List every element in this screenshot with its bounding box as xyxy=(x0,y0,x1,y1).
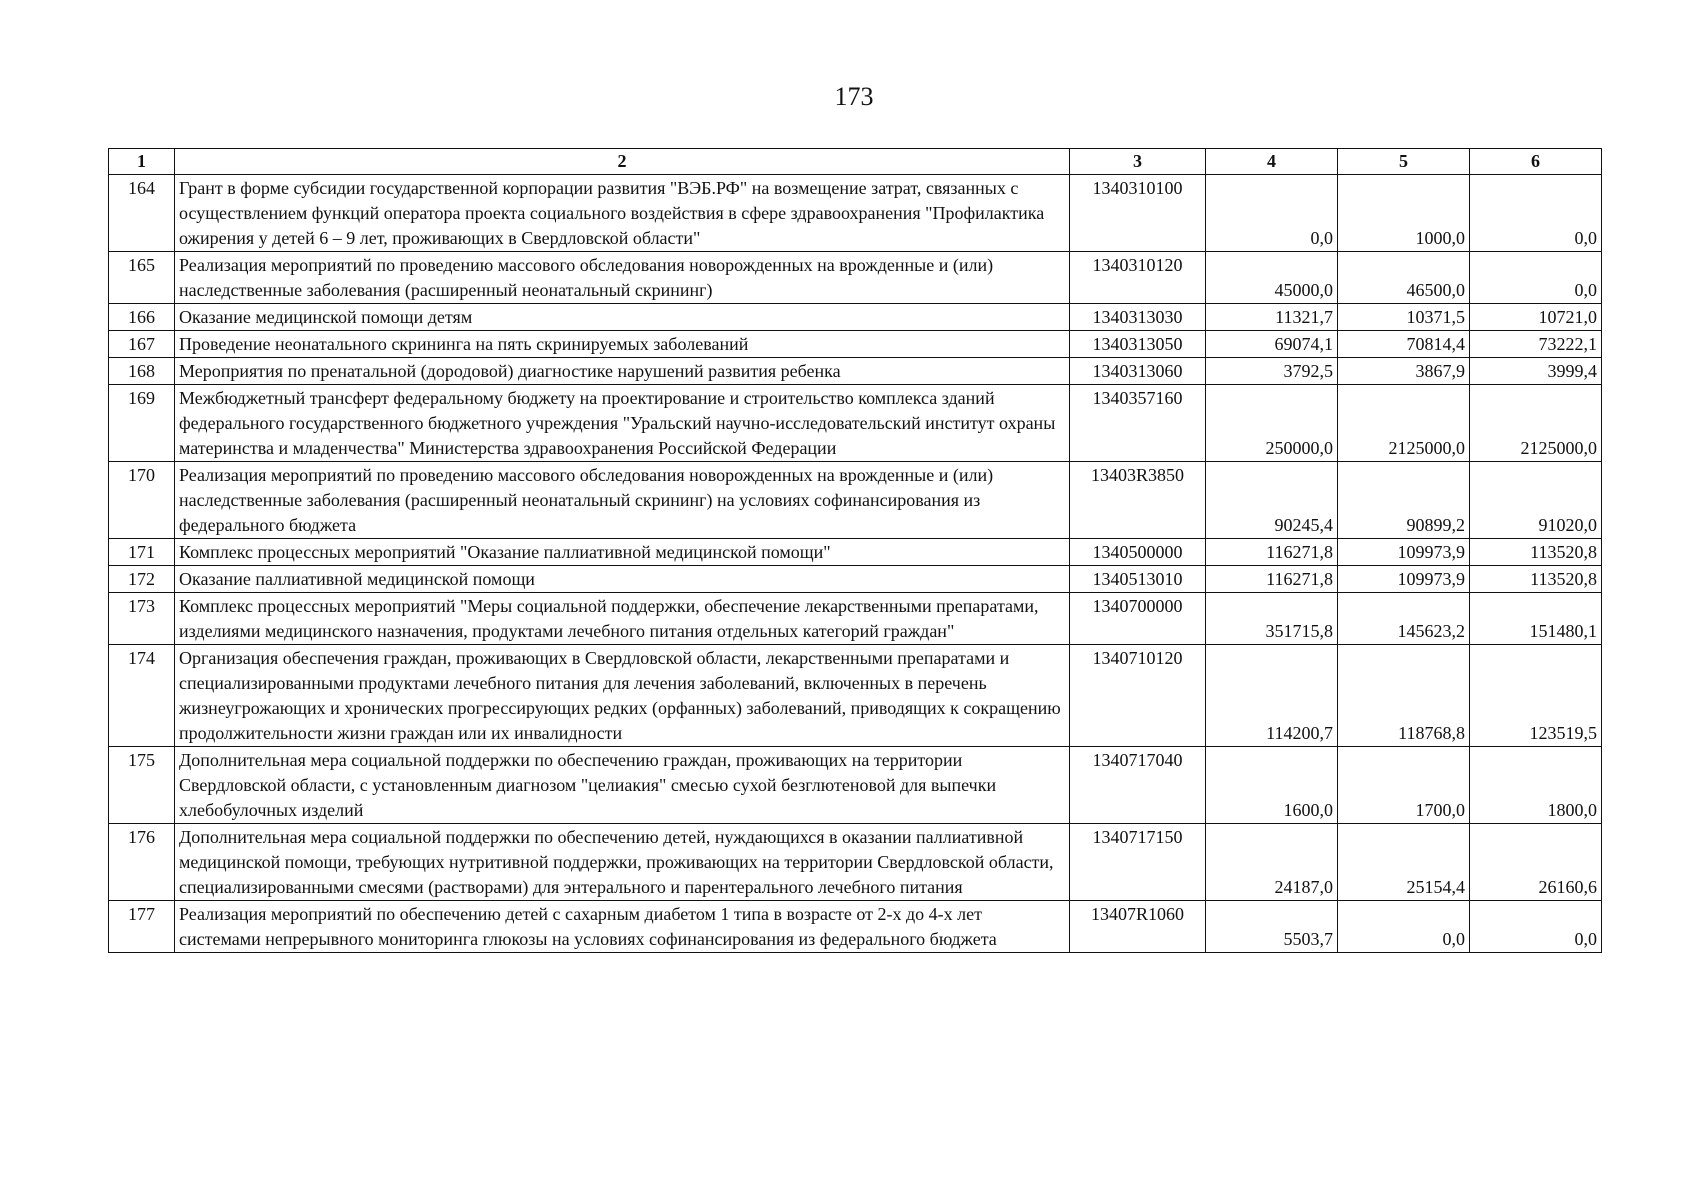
row-number: 166 xyxy=(109,304,175,331)
column-header-2: 2 xyxy=(175,149,1070,175)
row-description: Дополнительная мера социальной поддержки по обеспечению граждан, проживающих на территории Свердловской области, с установленным диагнозом "целиакия" смесью сухой безглютеновой для выпечки хлебобулочных изделий xyxy=(175,747,1070,824)
row-budget-code: 1340513010 xyxy=(1070,566,1206,593)
table-row xyxy=(109,824,1602,901)
row-value-col4: 351715,8 xyxy=(1206,593,1338,645)
row-value-col4: 90245,4 xyxy=(1206,462,1338,539)
row-value-col4: 114200,7 xyxy=(1206,645,1338,747)
row-budget-code: 13407R1060 xyxy=(1070,901,1206,953)
row-value-col4: 116271,8 xyxy=(1206,539,1338,566)
row-value-col5: 118768,8 xyxy=(1338,645,1470,747)
row-value-col6: 1800,0 xyxy=(1470,747,1602,824)
row-budget-code: 1340313050 xyxy=(1070,331,1206,358)
table-row xyxy=(109,385,1602,462)
row-description: Комплекс процессных мероприятий "Меры социальной поддержки, обеспечение лекарственными препаратами, изделиями медицинского назначения, продуктами лечебного питания отдельных категорий граждан" xyxy=(175,593,1070,645)
row-budget-code: 13403R3850 xyxy=(1070,462,1206,539)
row-budget-code: 1340313060 xyxy=(1070,358,1206,385)
table-header-row xyxy=(109,149,1602,175)
row-number: 165 xyxy=(109,252,175,304)
row-budget-code: 1340700000 xyxy=(1070,593,1206,645)
row-value-col6: 26160,6 xyxy=(1470,824,1602,901)
row-budget-code: 1340310100 xyxy=(1070,175,1206,252)
row-value-col5: 25154,4 xyxy=(1338,824,1470,901)
row-description: Проведение неонатального скрининга на пять скринируемых заболеваний xyxy=(175,331,1070,358)
row-number: 172 xyxy=(109,566,175,593)
row-value-col4: 5503,7 xyxy=(1206,901,1338,953)
row-value-col4: 24187,0 xyxy=(1206,824,1338,901)
row-budget-code: 1340313030 xyxy=(1070,304,1206,331)
table-body xyxy=(109,175,1602,953)
row-value-col6: 0,0 xyxy=(1470,901,1602,953)
row-value-col5: 1000,0 xyxy=(1338,175,1470,252)
row-value-col6: 2125000,0 xyxy=(1470,385,1602,462)
row-value-col5: 145623,2 xyxy=(1338,593,1470,645)
table-row xyxy=(109,331,1602,358)
row-value-col6: 91020,0 xyxy=(1470,462,1602,539)
row-budget-code: 1340717150 xyxy=(1070,824,1206,901)
row-value-col6: 0,0 xyxy=(1470,175,1602,252)
row-value-col4: 11321,7 xyxy=(1206,304,1338,331)
row-description: Дополнительная мера социальной поддержки по обеспечению детей, нуждающихся в оказании паллиативной медицинской помощи, требующих нутритивной поддержки, проживающих на территории Свердловской области, специализированными смесями (растворами) для энтерального и парентерального лечебного питания xyxy=(175,824,1070,901)
column-header-1: 1 xyxy=(109,149,175,175)
row-description: Реализация мероприятий по проведению массового обследования новорожденных на врожденные и (или) наследственные заболевания (расширенный неонатальный скрининг) xyxy=(175,252,1070,304)
row-number: 170 xyxy=(109,462,175,539)
row-value-col5: 109973,9 xyxy=(1338,566,1470,593)
row-number: 167 xyxy=(109,331,175,358)
row-budget-code: 1340310120 xyxy=(1070,252,1206,304)
row-value-col6: 123519,5 xyxy=(1470,645,1602,747)
row-value-col5: 10371,5 xyxy=(1338,304,1470,331)
row-value-col5: 3867,9 xyxy=(1338,358,1470,385)
table-row xyxy=(109,252,1602,304)
row-value-col4: 250000,0 xyxy=(1206,385,1338,462)
row-budget-code: 1340717040 xyxy=(1070,747,1206,824)
table-row xyxy=(109,901,1602,953)
row-number: 173 xyxy=(109,593,175,645)
table-row xyxy=(109,175,1602,252)
column-header-4: 4 xyxy=(1206,149,1338,175)
row-value-col6: 113520,8 xyxy=(1470,566,1602,593)
row-number: 176 xyxy=(109,824,175,901)
table-row xyxy=(109,462,1602,539)
row-number: 174 xyxy=(109,645,175,747)
page-number: 173 xyxy=(834,82,874,111)
row-value-col6: 3999,4 xyxy=(1470,358,1602,385)
row-description: Комплекс процессных мероприятий "Оказание паллиативной медицинской помощи" xyxy=(175,539,1070,566)
row-value-col6: 0,0 xyxy=(1470,252,1602,304)
row-value-col4: 45000,0 xyxy=(1206,252,1338,304)
row-number: 175 xyxy=(109,747,175,824)
row-value-col4: 0,0 xyxy=(1206,175,1338,252)
table-row xyxy=(109,304,1602,331)
row-description: Оказание медицинской помощи детям xyxy=(175,304,1070,331)
column-header-5: 5 xyxy=(1338,149,1470,175)
row-value-col5: 46500,0 xyxy=(1338,252,1470,304)
table-row xyxy=(109,645,1602,747)
row-description: Реализация мероприятий по обеспечению детей с сахарным диабетом 1 типа в возрасте от 2-х до 4-х лет системами непрерывного мониторинга глюкозы на условиях софинансирования из федерального бюджета xyxy=(175,901,1070,953)
row-value-col4: 69074,1 xyxy=(1206,331,1338,358)
budget-table xyxy=(108,148,1602,953)
row-description: Организация обеспечения граждан, проживающих в Свердловской области, лекарственными препаратами и специализированными продуктами лечебного питания для лечения заболеваний, включенных в перечень жизнеугрожающих и хронических прогрессирующих редких (орфанных) заболеваний, приводящих к сокращению продолжительности жизни граждан или их инвалидности xyxy=(175,645,1070,747)
row-value-col6: 10721,0 xyxy=(1470,304,1602,331)
row-value-col5: 1700,0 xyxy=(1338,747,1470,824)
row-description: Межбюджетный трансферт федеральному бюджету на проектирование и строительство комплекса зданий федерального государственного бюджетного учреждения "Уральский научно-исследовательский институт охраны материнства и младенчества" Министерства здравоохранения Российской Федерации xyxy=(175,385,1070,462)
row-number: 171 xyxy=(109,539,175,566)
column-header-3: 3 xyxy=(1070,149,1206,175)
row-budget-code: 1340710120 xyxy=(1070,645,1206,747)
table-row xyxy=(109,358,1602,385)
table-row xyxy=(109,566,1602,593)
row-value-col4: 3792,5 xyxy=(1206,358,1338,385)
row-description: Оказание паллиативной медицинской помощи xyxy=(175,566,1070,593)
row-number: 169 xyxy=(109,385,175,462)
row-budget-code: 1340500000 xyxy=(1070,539,1206,566)
column-header-6: 6 xyxy=(1470,149,1602,175)
row-value-col5: 70814,4 xyxy=(1338,331,1470,358)
row-value-col6: 113520,8 xyxy=(1470,539,1602,566)
row-number: 168 xyxy=(109,358,175,385)
row-value-col5: 0,0 xyxy=(1338,901,1470,953)
row-value-col5: 2125000,0 xyxy=(1338,385,1470,462)
table-row xyxy=(109,593,1602,645)
row-value-col4: 116271,8 xyxy=(1206,566,1338,593)
row-value-col6: 73222,1 xyxy=(1470,331,1602,358)
row-value-col4: 1600,0 xyxy=(1206,747,1338,824)
row-number: 164 xyxy=(109,175,175,252)
table-row xyxy=(109,539,1602,566)
row-description: Реализация мероприятий по проведению массового обследования новорожденных на врожденные и (или) наследственные заболевания (расширенный неонатальный скрининг) на условиях софинансирования из федерального бюджета xyxy=(175,462,1070,539)
row-number: 177 xyxy=(109,901,175,953)
row-value-col5: 90899,2 xyxy=(1338,462,1470,539)
table-row xyxy=(109,747,1602,824)
row-description: Грант в форме субсидии государственной корпорации развития "ВЭБ.РФ" на возмещение затрат, связанных с осуществлением функций оператора проекта социального воздействия в сфере здравоохранения "Профилактика ожирения у детей 6 – 9 лет, проживающих в Свердловской области" xyxy=(175,175,1070,252)
row-value-col5: 109973,9 xyxy=(1338,539,1470,566)
row-value-col6: 151480,1 xyxy=(1470,593,1602,645)
row-description: Мероприятия по пренатальной (дородовой) диагностике нарушений развития ребенка xyxy=(175,358,1070,385)
row-budget-code: 1340357160 xyxy=(1070,385,1206,462)
